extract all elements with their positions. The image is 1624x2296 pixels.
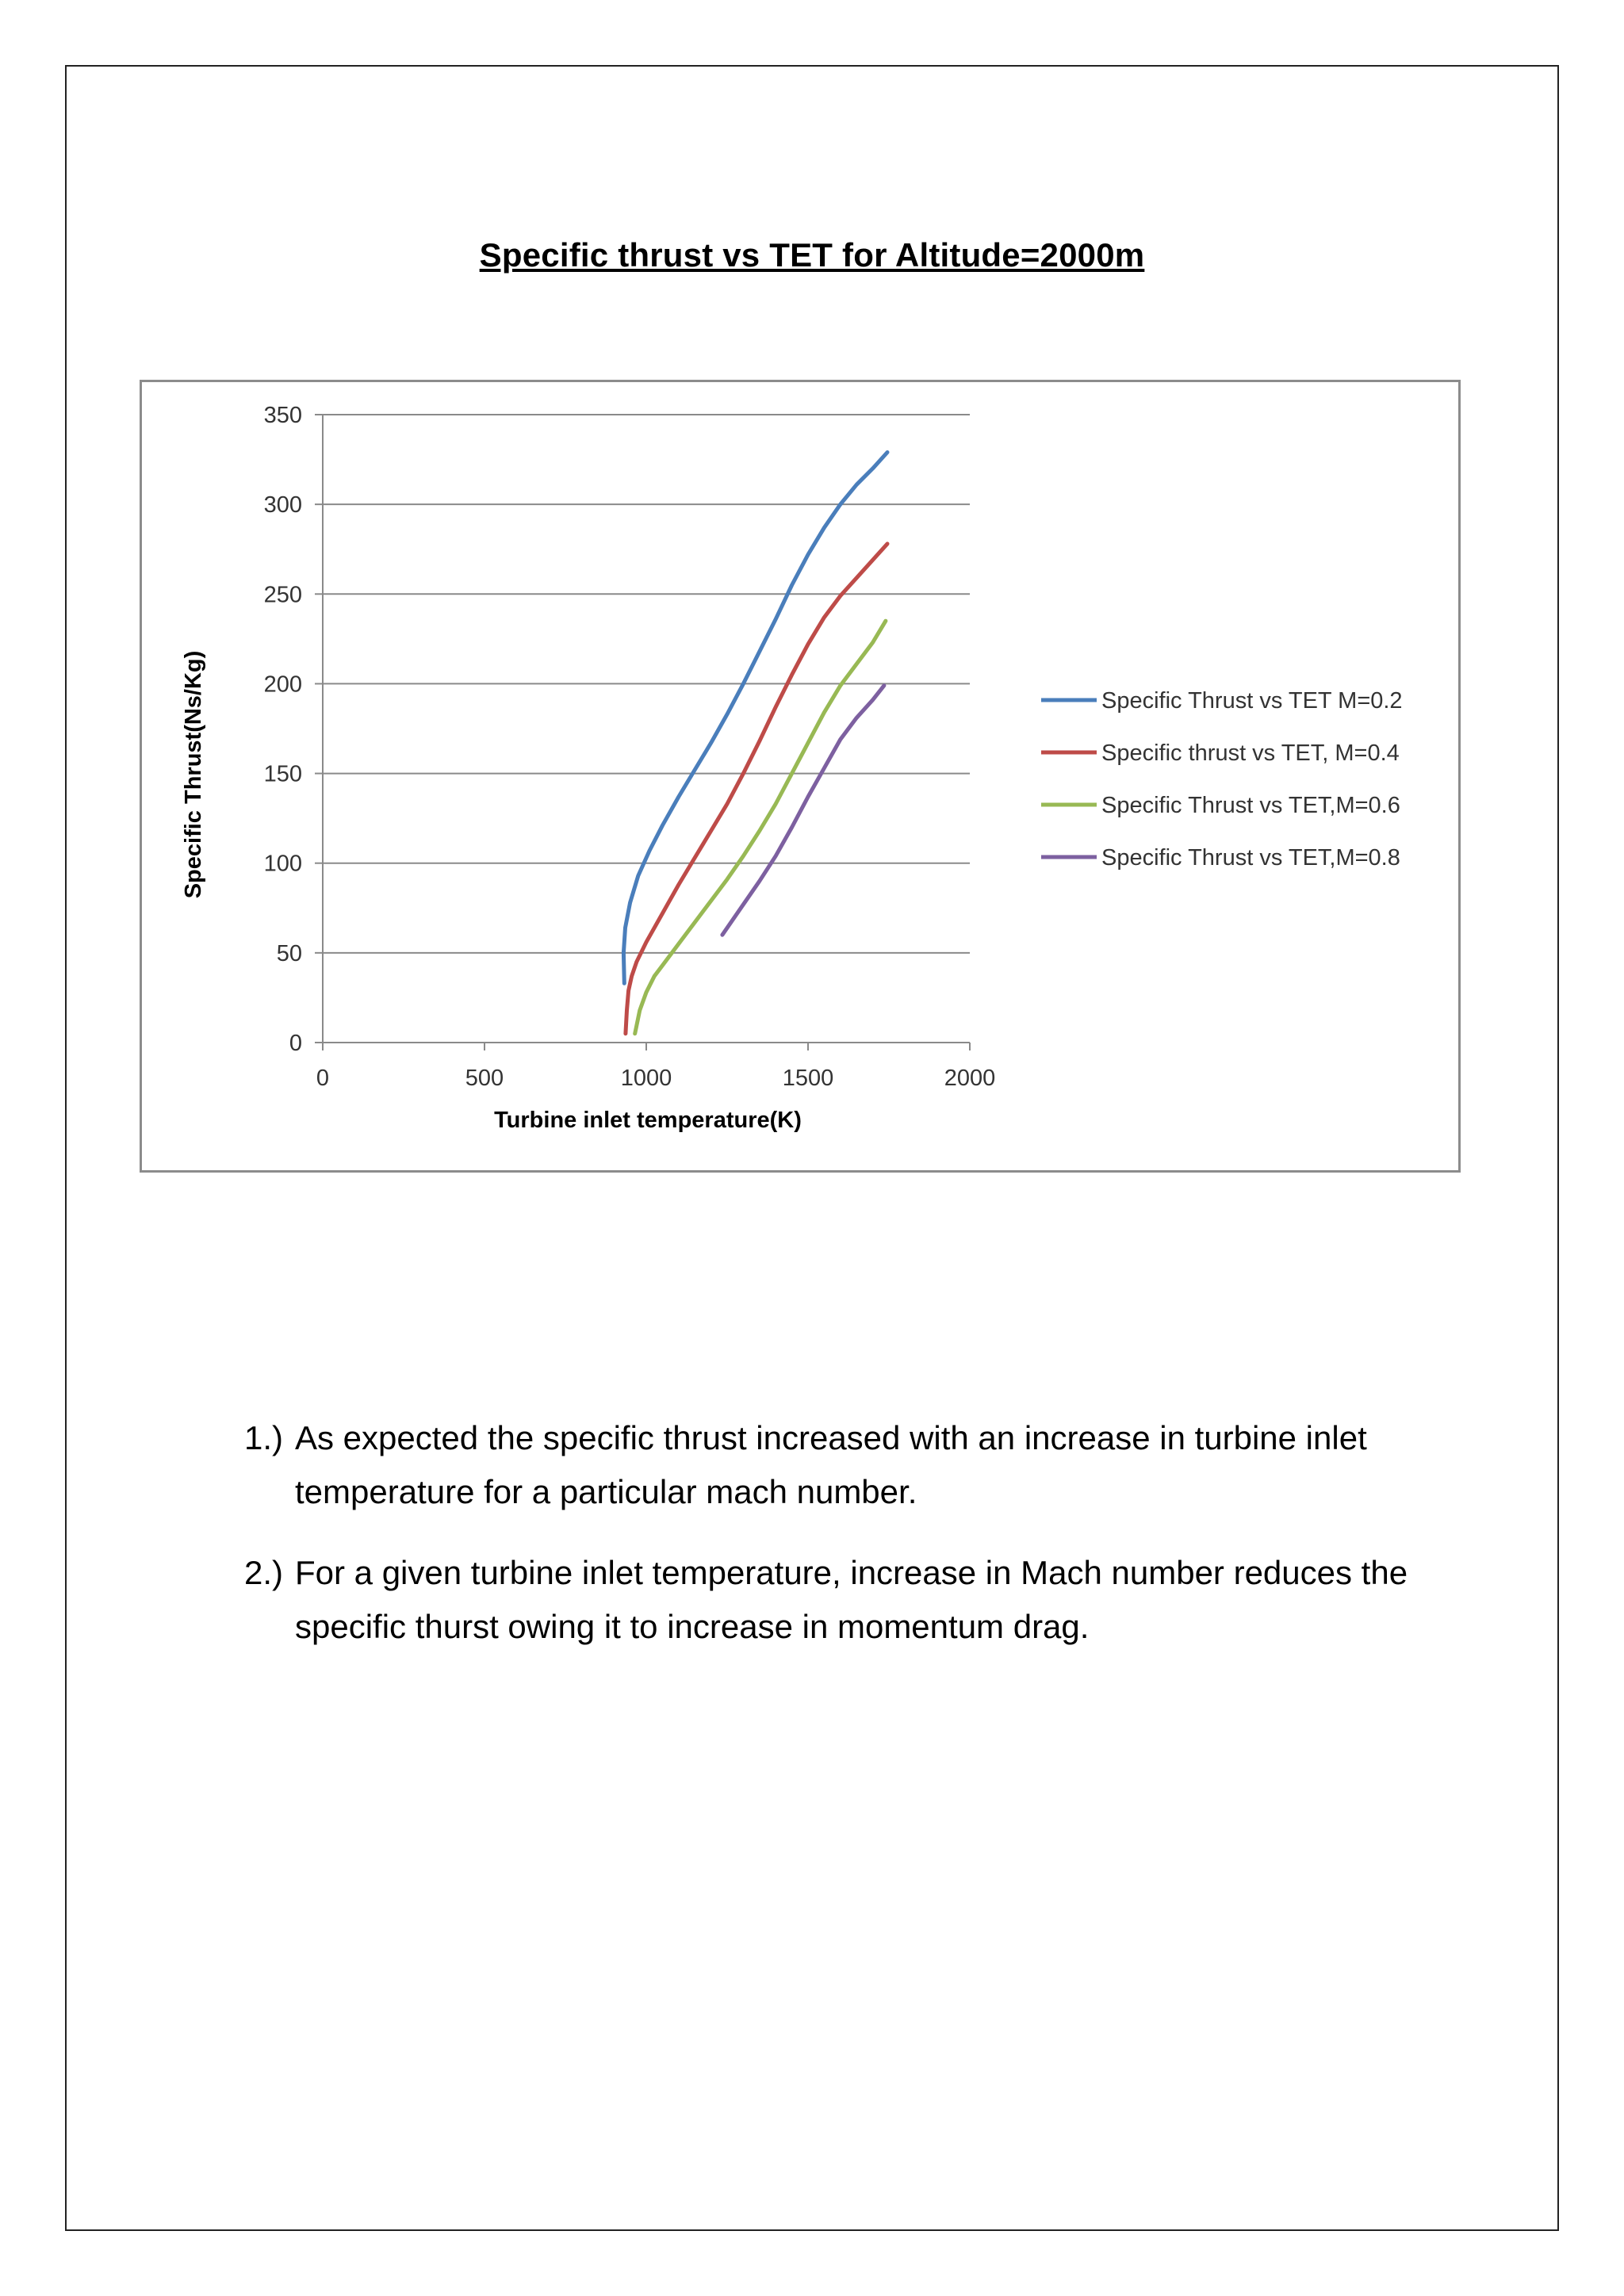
observation-number: 2.) (244, 1554, 284, 1591)
y-tick-label: 350 (263, 403, 302, 428)
y-tick-label: 300 (263, 492, 302, 519)
y-tick-label: 200 (263, 672, 302, 698)
x-tick-label: 500 (465, 1066, 504, 1091)
observation-item (244, 1546, 1481, 1654)
legend-label-4: Specific Thrust vs TET,M=0.8 (1101, 845, 1400, 871)
y-tick-label: 0 (289, 1031, 302, 1056)
x-tick-label: 1500 (782, 1066, 834, 1091)
legend-label-2: Specific thrust vs TET, M=0.4 (1101, 740, 1400, 766)
y-tick-label: 50 (276, 940, 302, 966)
legend-label-3: Specific Thrust vs TET,M=0.6 (1101, 793, 1400, 818)
series-line-3 (635, 621, 886, 1033)
page-title: Specific thrust vs TET for Altitude=2000m (479, 236, 1145, 274)
y-tick-label: 100 (263, 851, 302, 877)
y-tick-label: 250 (263, 582, 302, 608)
series-line-4 (722, 686, 884, 935)
observation-number: 1.) (244, 1419, 284, 1456)
y-axis-label: Specific Thrust(Ns/Kg) (181, 650, 206, 899)
series-line-1 (623, 453, 887, 984)
observation-text: As expected the specific thrust increased with an increase in turbine inlet temperature for a particular mach number. (295, 1419, 1367, 1510)
observations-list (244, 1411, 1481, 1681)
observation-text: For a given turbine inlet temperature, increase in Mach number reduces the specific thurst owing it to increase in momentum drag. (295, 1554, 1408, 1645)
x-tick-label: 1000 (620, 1066, 672, 1091)
x-tick-label: 0 (316, 1066, 330, 1091)
legend-label-1: Specific Thrust vs TET M=0.2 (1101, 688, 1403, 714)
y-tick-label: 150 (263, 761, 302, 787)
line-chart (142, 382, 1458, 1170)
observation-item (244, 1411, 1481, 1519)
chart-container (140, 380, 1461, 1173)
x-tick-label: 2000 (944, 1066, 996, 1091)
x-axis-label: Turbine inlet temperature(K) (494, 1108, 802, 1133)
